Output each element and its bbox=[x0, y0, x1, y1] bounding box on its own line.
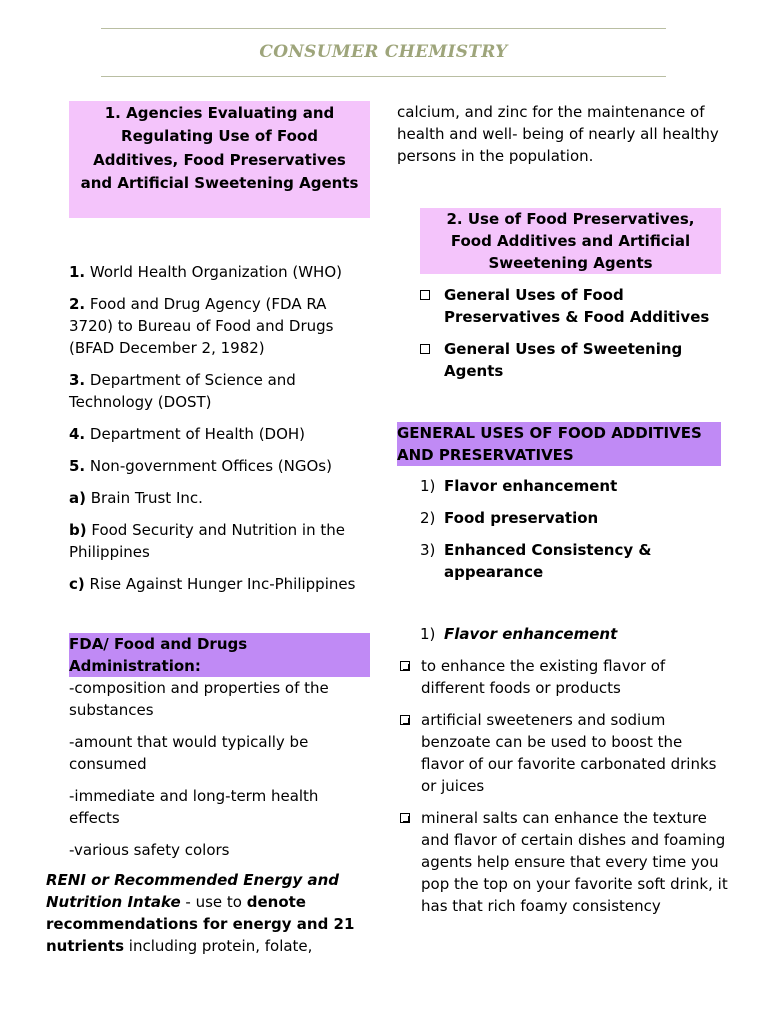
agencies-heading-box bbox=[69, 101, 370, 218]
flavor-point: artificial sweeteners and sodium benzoate can be used to boost the flavor of our favorite carbonated drinks or juices bbox=[398, 709, 728, 797]
title-rule-bottom bbox=[101, 76, 666, 77]
agency-item: 1. World Health Organization (WHO) bbox=[69, 263, 342, 281]
general-uses-list bbox=[398, 284, 728, 392]
use-heading-box bbox=[420, 208, 721, 274]
flavor-point: to enhance the existing flavor of different foods or products bbox=[398, 655, 728, 699]
agency-item: 5. Non-government Offices (NGOs) bbox=[69, 457, 332, 475]
flavor-section bbox=[398, 623, 728, 927]
continuation-paragraph: calcium, and zinc for the maintenance of health and well- being of nearly all healthy persons in the population. bbox=[397, 103, 719, 165]
use-item: 1) Flavor enhancement bbox=[420, 477, 618, 495]
agencies-list bbox=[69, 261, 369, 605]
agency-item: 2. Food and Drug Agency (FDA RA 3720) to Bureau of Food and Drugs (BFAD December 2, 1982) bbox=[69, 295, 334, 357]
agency-item: 4. Department of Health (DOH) bbox=[69, 425, 306, 443]
flavor-point: mineral salts can enhance the texture and flavor of certain dishes and foaming agents help ensure that every time you pop the top on your favorite soft drink, it has that rich foamy consistency bbox=[398, 807, 728, 917]
fda-heading-box bbox=[69, 633, 370, 677]
agency-item: b) Food Security and Nutrition in the Philippines bbox=[69, 521, 345, 561]
checkmark-bullet-icon bbox=[400, 661, 410, 671]
reni-paragraph: RENI or Recommended Energy and Nutrition Intake - use to denote recommendations for energy and 21 nutrients including protein, folate, bbox=[46, 871, 355, 955]
reni-definition: denote recommendations for energy and 21 nutrients bbox=[46, 893, 355, 955]
use-item: 2) Food preservation bbox=[420, 509, 599, 527]
general-uses-heading-box bbox=[397, 422, 721, 466]
flavor-heading: 1) Flavor enhancement bbox=[420, 625, 618, 643]
agency-item: a) Brain Trust Inc. bbox=[69, 489, 203, 507]
fda-item: -amount that would typically be consumed bbox=[69, 733, 309, 773]
agency-item: c) Rise Against Hunger Inc-Philippines bbox=[69, 575, 356, 593]
general-uses-heading: GENERAL USES OF FOOD ADDITIVES AND PRESERVATIVES bbox=[397, 424, 702, 464]
fda-item: -composition and properties of the substances bbox=[69, 679, 329, 719]
document-title: CONSUMER CHEMISTRY bbox=[259, 42, 508, 62]
title-rule-top bbox=[101, 28, 666, 29]
checkbox-icon bbox=[420, 290, 430, 300]
checkmark-bullet-icon bbox=[400, 715, 410, 725]
fda-item: -various safety colors bbox=[69, 841, 230, 859]
reni-term: RENI or Recommended Energy and Nutrition Intake bbox=[46, 871, 340, 911]
fda-items bbox=[69, 677, 369, 871]
checkmark-bullet-icon bbox=[400, 813, 410, 823]
general-uses-item: General Uses of Food Preservatives & Food Additives bbox=[398, 284, 728, 328]
fda-heading: FDA/ Food and Drugs Administration: bbox=[69, 635, 248, 675]
fda-item: -immediate and long-term health effects bbox=[69, 787, 319, 827]
general-uses-item: General Uses of Sweetening Agents bbox=[398, 338, 728, 382]
agency-item: 3. Department of Science and Technology (DOST) bbox=[69, 371, 296, 411]
checkbox-icon bbox=[420, 344, 430, 354]
use-item: 3) Enhanced Consistency & appearance bbox=[420, 541, 652, 581]
uses-list bbox=[398, 475, 728, 593]
agencies-heading: 1. Agencies Evaluating and Regulating Use of Food Additives, Food Preservatives and Artificial Sweetening Agents bbox=[80, 104, 359, 193]
use-heading: 2. Use of Food Preservatives, Food Additives and Artificial Sweetening Agents bbox=[446, 210, 695, 272]
